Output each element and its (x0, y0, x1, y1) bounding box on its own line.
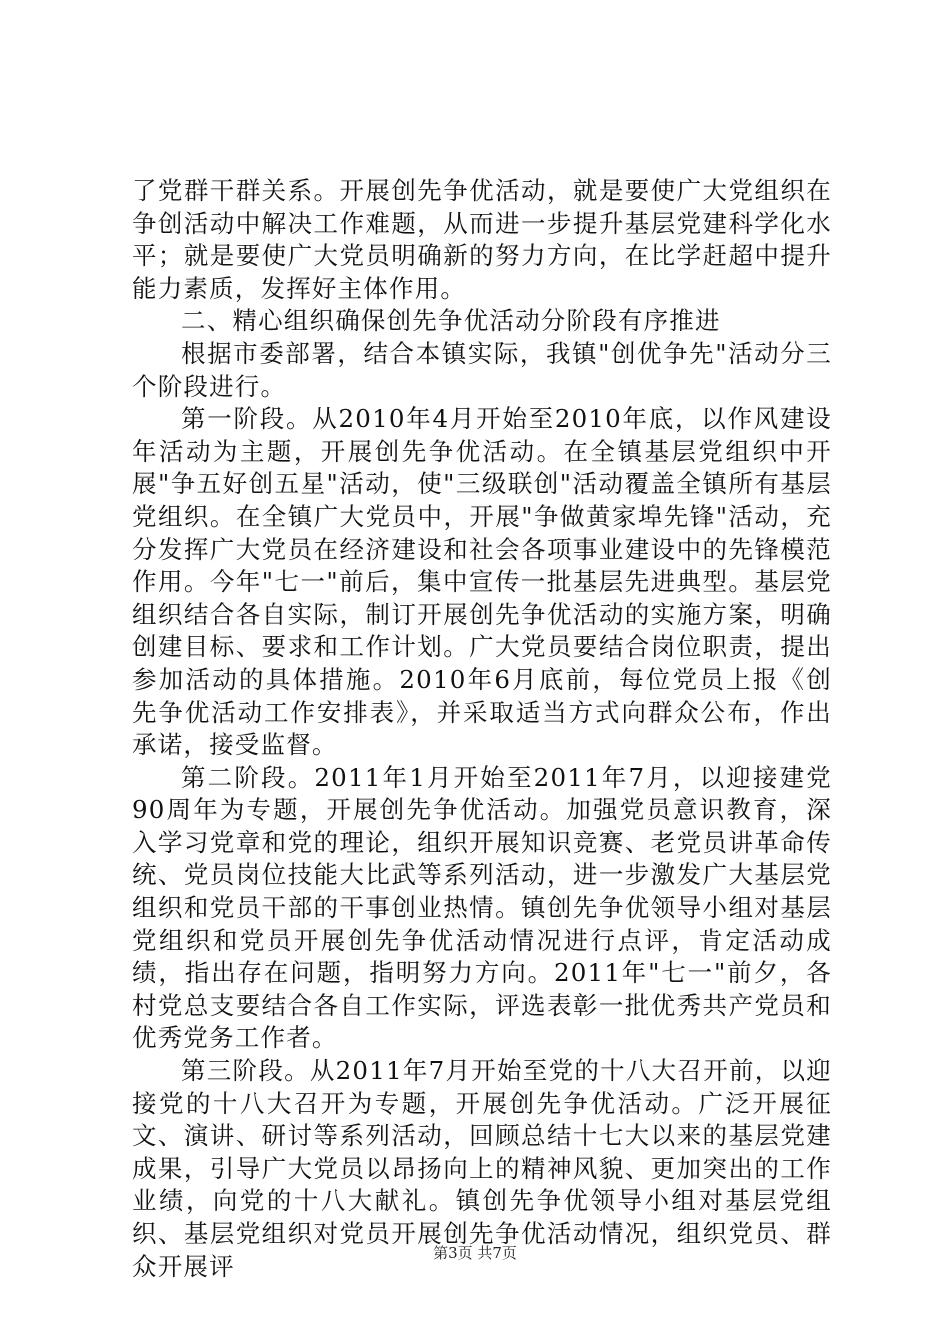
paragraph-stage-two: 第二阶段。2011年1月开始至2011年7月，以迎接建党90周年为专题，开展创先争优活动。加强党员意识教育，深入学习党章和党的理论，组织开展知识竞赛、老党员讲革命传统、党员岗位技能大比武等系列活动，进一步激发广大基层党组织和党员干部的干事创业热情。镇创先争优领导小组对基层党组织和党员开展创先争优活动情况进行点评，肯定活动成绩，指出存在问题，指明努力方向。2011年"七一"前夕，各村党总支要结合各自工作实际，评选表彰一批优秀共产党员和优秀党务工作者。 (132, 762, 832, 1053)
paragraph-intro: 根据市委部署，结合本镇实际，我镇"创优争先"活动分三个阶段进行。 (132, 338, 832, 401)
page-number-footer: 第3页 共7页 (433, 1244, 517, 1262)
paragraph-stage-one: 第一阶段。从2010年4月开始至2010年底，以作风建设年活动为主题，开展创先争优活动。在全镇基层党组织中开展"争五好创五星"活动，使"三级联创"活动覆盖全镇所有基层党组织。在全镇广大党员中，开展"争做黄家埠先锋"活动，充分发挥广大党员在经济建设和社会各项事业建设中的先锋模范作用。今年"七一"前后，集中宣传一批基层先进典型。基层党组织结合各自实际，制订开展创先争优活动的实施方案，明确创建目标、要求和工作计划。广大党员要结合岗位职责，提出参加活动的具体措施。2010年6月底前，每位党员上报《创先争优活动工作安排表》，并采取适当方式向群众公布，作出承诺，接受监督。 (132, 404, 832, 760)
section-heading: 二、精心组织确保创先争优活动分阶段有序推进 (181, 306, 721, 336)
document-body (132, 175, 832, 1283)
paragraph-continuation: 了党群干群关系。开展创先争优活动，就是要使广大党组织在争创活动中解决工作难题，从而进一步提升基层党建科学化水平；就是要使广大党员明确新的努力方向，在比学赶超中提升能力素质，发挥好主体作用。 (132, 176, 832, 303)
paragraph-stage-three: 第三阶段。从2011年7月开始至党的十八大召开前，以迎接党的十八大召开为专题，开展创先争优活动。广泛开展征文、演讲、研讨等系列活动，回顾总结十七大以来的基层党建成果，引导广大党员以昂扬向上的精神风貌、更加突出的工作业绩，向党的十八大献礼。镇创先争优领导小组对基层党组织、基层党组织对党员开展创先争优活动情况，组织党员、群众开展评 (132, 1056, 832, 1281)
